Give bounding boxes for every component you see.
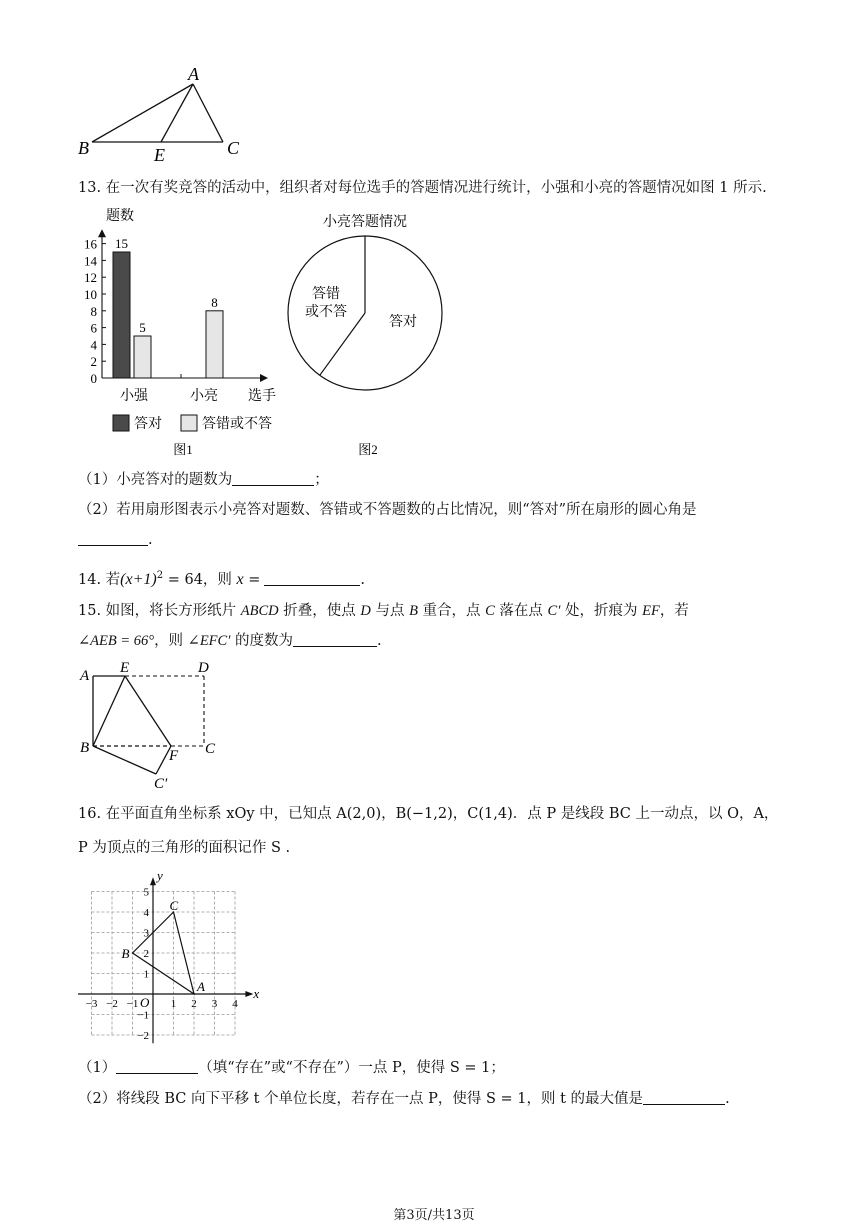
q16-part1-prefix: （1） [78, 1060, 117, 1076]
bar-ytick-label: 12 [84, 270, 97, 286]
q15-line2 [78, 631, 382, 651]
q13-text: 13. 在一次有奖竞答的活动中，组织者对每位选手的答题情况进行统计，小强和小亮的答题情况如图 1 所示. [78, 180, 767, 196]
q14-prefix: 14. 若 [78, 571, 121, 588]
pie-label-1a: 答错 [312, 287, 340, 302]
q16-part2 [78, 1089, 730, 1109]
legend-label-0: 答对 [134, 417, 162, 432]
grid-x-label: x [253, 986, 260, 1001]
q14-var: x [236, 570, 244, 588]
bar-ytick-label: 14 [84, 253, 97, 269]
q14-eq: = 64，则 [163, 571, 237, 588]
pie-label-0: 答对 [389, 315, 417, 330]
q13-part1 [78, 470, 329, 490]
grid-ytick-label: −1 [137, 1009, 149, 1022]
pie-label-1b: 或不答 [305, 305, 347, 320]
fig2-caption: 图2 [358, 442, 378, 457]
bar-0-1 [134, 336, 151, 378]
q15-t8: ，则 [154, 633, 188, 649]
grid-y-arrow [150, 877, 156, 885]
q15-t2: 折叠，使点 [278, 603, 361, 619]
q15-ef: EF [642, 603, 660, 619]
q15-abcd: ABCD [240, 603, 279, 619]
bar-ytick-label: 0 [90, 371, 97, 386]
fold-figure [74, 656, 234, 794]
q15-angle-efc: ∠EFC′ [187, 633, 231, 649]
q15-t6: 处，折痕为 [560, 603, 643, 619]
q14-expr: (x+1) [120, 570, 157, 588]
grid-ytick-label: 3 [143, 927, 149, 940]
grid-xtick-label: −1 [126, 998, 139, 1010]
bar-ytick-label: 16 [84, 236, 97, 252]
q13-part2-end: . [148, 532, 153, 548]
q15-end: . [377, 633, 382, 649]
grid-xtick-label: 3 [211, 998, 218, 1010]
q14-end: . [360, 571, 366, 588]
q15-line1 [78, 601, 689, 621]
pie-chart [280, 206, 460, 464]
q14-exponent: 2 [156, 570, 164, 581]
q16-part2-end: . [725, 1091, 730, 1107]
fig1-caption: 图1 [173, 442, 193, 457]
q15-d: D [360, 603, 371, 619]
fold-label-e: E [120, 660, 130, 676]
grid-xtick-label: −3 [85, 998, 98, 1010]
q16-part1-end: （填“存在”或“不存在”）一点 P，使得 S = 1； [198, 1060, 505, 1076]
bar-category-0: 小强 [120, 389, 148, 404]
grid-ytick-label: −2 [137, 1030, 149, 1042]
triangle-figure [70, 62, 260, 167]
bar-ylabel: 题数 [106, 209, 134, 224]
q15-t4: 重合，点 [417, 603, 486, 619]
q16-part2-text: （2）将线段 BC 向下平移 t 个单位长度，若存在一点 P，使得 S = 1，则 t 的最大值是 [78, 1091, 644, 1107]
grid-xtick-label: −2 [106, 998, 118, 1010]
bar-0-0 [113, 252, 130, 378]
grid-label-c: C [169, 898, 179, 913]
tri-label-b: B [78, 138, 89, 158]
bar-data-label: 15 [115, 236, 128, 251]
grid-ytick-label: 4 [143, 907, 149, 919]
grid-x-arrow [245, 991, 253, 997]
tri-label-a: A [188, 64, 199, 84]
fold-label-c: C [205, 741, 216, 757]
q15-blank[interactable] [293, 632, 377, 647]
bar-ytick-label: 4 [90, 337, 97, 353]
grid-xtick-label: 4 [232, 998, 238, 1010]
grid-y-label: y [157, 868, 163, 883]
bar-category-1: 小亮 [190, 389, 218, 404]
q16-line1: 16. 在平面直角坐标系 xOy 中，已知点 A(2,0)，B(−1,2)，C(1,4)．点 P 是线段 BC 上一动点，以 O，A， [78, 806, 779, 822]
q14-eq2: = [243, 571, 261, 588]
bar-data-label: 5 [139, 320, 146, 335]
q15-angle-aeb: ∠AEB = 66° [78, 633, 155, 649]
q15-b: B [409, 603, 418, 619]
legend-swatch-0 [113, 415, 129, 431]
q13-part1-text: （1）小亮答对的题数为 [78, 472, 233, 488]
pie-title: 小亮答题情况 [323, 215, 407, 230]
q13-part2-answer [78, 530, 153, 550]
bar-ytick-label: 8 [90, 303, 97, 319]
grid-label-a: A [197, 979, 205, 994]
bar-data-label: 8 [211, 294, 218, 310]
q16-blank-2[interactable] [643, 1090, 725, 1105]
grid-label-b: B [121, 946, 130, 961]
page-footer: 第3页/共13页 [393, 1208, 475, 1223]
fold-label-b: B [80, 740, 90, 756]
q15-t3: 与点 [370, 603, 410, 619]
q14-blank[interactable] [264, 571, 360, 586]
tri-label-c: C [227, 138, 240, 158]
q15-t7: ，若 [659, 603, 689, 619]
grid-ytick-label: 1 [143, 968, 149, 981]
fold-label-a: A [80, 668, 90, 684]
legend-swatch-1 [181, 415, 197, 431]
q15-t9: 的度数为 [230, 633, 293, 649]
q16-part1 [78, 1058, 505, 1078]
bar-y-arrow [98, 229, 106, 237]
coordinate-grid [76, 868, 266, 1052]
q13-blank-1[interactable] [232, 471, 314, 486]
fold-label-d: D [198, 660, 209, 676]
grid-origin-label: O [140, 995, 150, 1010]
fold-label-f: F [169, 748, 179, 764]
grid-ytick-label: 5 [143, 886, 149, 899]
bar-ytick-label: 6 [90, 320, 97, 336]
fold-label-cprime: C′ [154, 776, 168, 792]
bar-ytick-label: 10 [84, 287, 97, 302]
grid-xtick-label: 2 [191, 998, 197, 1010]
q15-c: C [485, 603, 495, 619]
bar-ytick-label: 2 [90, 354, 97, 370]
q14 [78, 566, 365, 590]
q15-t5: 落在点 [494, 603, 548, 619]
q15-t1: 15. 如图，将长方形纸片 [78, 603, 241, 619]
q13-part2: （2）若用扇形图表示小亮答对题数、答错或不答题数的占比情况，则“答对”所在扇形的圆心角是 [78, 502, 697, 518]
legend-label-1: 答错或不答 [202, 417, 272, 432]
q13-part1-end: ； [314, 472, 329, 488]
bar-chart [76, 202, 296, 464]
grid-xtick-label: 1 [170, 998, 177, 1010]
q16-line2: P 为顶点的三角形的面积记作 S . [78, 840, 291, 856]
q16-blank-1[interactable] [116, 1059, 198, 1074]
bar-xlabel: 选手 [248, 389, 276, 404]
bar-1-1 [206, 311, 223, 378]
bar-x-arrow [260, 374, 268, 382]
grid-ytick-label: 2 [143, 948, 149, 960]
q13-blank-2[interactable] [78, 531, 148, 546]
tri-label-e: E [154, 145, 165, 165]
q15-cprime: C′ [547, 603, 561, 619]
